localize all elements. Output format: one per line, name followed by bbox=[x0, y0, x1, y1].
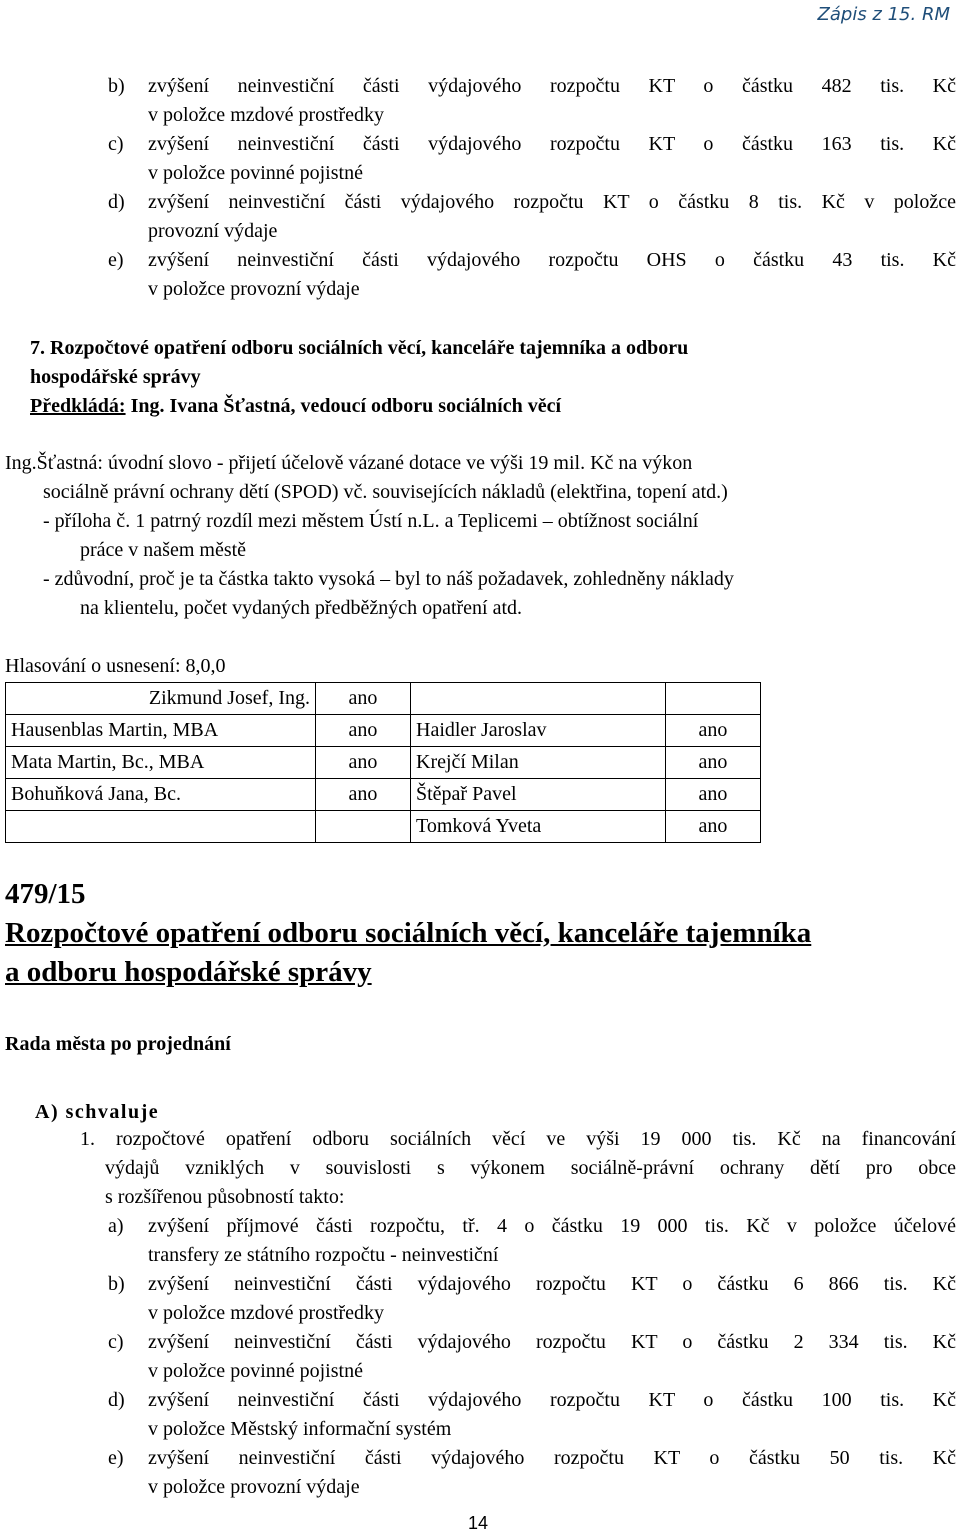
sub-item-label: b) bbox=[108, 1273, 125, 1295]
page-header-title: Zápis z 15. RM bbox=[817, 4, 950, 25]
discussion-line: na klientelu, počet vydaných předběžných opatření atd. bbox=[80, 597, 523, 619]
prev-item-text: zvýšení neinvestiční části výdajového rozpočtu KT o částku 8 tis. Kč v položce bbox=[148, 191, 956, 213]
member-name: Tomková Yveta bbox=[411, 811, 666, 843]
member-vote: ano bbox=[316, 683, 411, 715]
sub-item-text: zvýšení příjmové části rozpočtu, tř. 4 o částku 19 000 tis. Kč v položce účelové bbox=[148, 1215, 956, 1237]
discussion-line: - příloha č. 1 patrný rozdíl mezi městem Ústí n.L. a Teplicemi – obtížnost sociální bbox=[43, 510, 699, 532]
member-vote: ano bbox=[666, 779, 761, 811]
prev-item-text: provozní výdaje bbox=[148, 220, 278, 242]
prev-item-text: v položce mzdové prostředky bbox=[148, 104, 385, 126]
prev-item-text: zvýšení neinvestiční části výdajového rozpočtu OHS o částku 43 tis. Kč bbox=[148, 249, 956, 271]
member-name bbox=[6, 811, 316, 843]
member-name: Štěpař Pavel bbox=[411, 779, 666, 811]
prev-item-label: d) bbox=[108, 191, 125, 213]
page-number: 14 bbox=[468, 1513, 489, 1533]
prev-item-text: zvýšení neinvestiční části výdajového rozpočtu KT o částku 163 tis. Kč bbox=[148, 133, 956, 155]
resolution-item-text: s rozšířenou působností takto: bbox=[105, 1186, 345, 1208]
prev-item-label: e) bbox=[108, 249, 124, 271]
section-heading: hospodářské správy bbox=[30, 366, 201, 388]
action-heading: A) schvaluje bbox=[35, 1101, 160, 1123]
sub-item-text: v položce provozní výdaje bbox=[148, 1476, 360, 1498]
council-heading: Rada města po projednání bbox=[5, 1033, 231, 1055]
section-heading: 7. Rozpočtové opatření odboru sociálních věcí, kanceláře tajemníka a odboru bbox=[30, 337, 689, 359]
member-name: Haidler Jaroslav bbox=[411, 715, 666, 747]
member-vote: ano bbox=[316, 715, 411, 747]
presenter-name: Ing. Ivana Šťastná, vedoucí odboru sociálních věcí bbox=[125, 395, 562, 417]
vote-row bbox=[6, 715, 761, 747]
sub-item-label: c) bbox=[108, 1331, 124, 1353]
resolution-number: 479/15 bbox=[5, 878, 86, 910]
resolution-title: a odboru hospodářské správy bbox=[5, 956, 372, 988]
discussion-line: Ing.Šťastná: úvodní slovo - přijetí účelově vázané dotace ve výši 19 mil. Kč na výkon bbox=[5, 452, 693, 474]
member-name: Mata Martin, Bc., MBA bbox=[6, 747, 316, 779]
vote-row bbox=[6, 811, 761, 843]
vote-row bbox=[6, 747, 761, 779]
resolution-item-text: 1. rozpočtové opatření odboru sociálních věcí ve výši 19 000 tis. Kč na financování bbox=[80, 1128, 956, 1150]
presenter-label: Předkládá: bbox=[30, 395, 126, 417]
sub-item-label: a) bbox=[108, 1215, 124, 1237]
sub-item-text: zvýšení neinvestiční části výdajového rozpočtu KT o částku 2 334 tis. Kč bbox=[148, 1331, 956, 1353]
member-vote: ano bbox=[316, 779, 411, 811]
sub-item-text: zvýšení neinvestiční části výdajového rozpočtu KT o částku 100 tis. Kč bbox=[148, 1389, 956, 1411]
member-name: Krejčí Milan bbox=[411, 747, 666, 779]
sub-item-text: v položce Městský informační systém bbox=[148, 1418, 452, 1440]
discussion-line: práce v našem městě bbox=[80, 539, 247, 561]
sub-item-text: transfery ze státního rozpočtu - neinvestiční bbox=[148, 1244, 499, 1266]
member-vote: ano bbox=[316, 747, 411, 779]
vote-row bbox=[6, 779, 761, 811]
member-name: Bohuňková Jana, Bc. bbox=[6, 779, 316, 811]
member-vote: ano bbox=[666, 747, 761, 779]
vote-row bbox=[6, 683, 761, 715]
vote-label: Hlasování o usnesení: 8,0,0 bbox=[5, 655, 226, 677]
member-name: Zikmund Josef, Ing. bbox=[6, 683, 316, 715]
member-name bbox=[411, 683, 666, 715]
member-vote: ano bbox=[666, 715, 761, 747]
discussion-line: sociálně právní ochrany dětí (SPOD) vč. souvisejících nákladů (elektřina, topení atd.) bbox=[43, 481, 728, 503]
member-vote: ano bbox=[666, 811, 761, 843]
member-name: Hausenblas Martin, MBA bbox=[6, 715, 316, 747]
prev-item-label: b) bbox=[108, 75, 125, 97]
sub-item-text: zvýšení neinvestiční části výdajového rozpočtu KT o částku 50 tis. Kč bbox=[148, 1447, 956, 1469]
discussion-line: - zdůvodní, proč je ta částka takto vysoká – byl to náš požadavek, zohledněny náklady bbox=[43, 568, 734, 590]
resolution-item-text: výdajů vzniklých v souvislosti s výkonem sociálně-právní ochrany dětí pro obce bbox=[105, 1157, 956, 1179]
member-vote bbox=[316, 811, 411, 843]
member-vote bbox=[666, 683, 761, 715]
presenter-line bbox=[30, 392, 561, 421]
sub-item-label: e) bbox=[108, 1447, 124, 1469]
vote-table bbox=[5, 682, 761, 843]
prev-item-text: v položce provozní výdaje bbox=[148, 278, 360, 300]
sub-item-label: d) bbox=[108, 1389, 125, 1411]
sub-item-text: zvýšení neinvestiční části výdajového rozpočtu KT o částku 6 866 tis. Kč bbox=[148, 1273, 956, 1295]
resolution-title: Rozpočtové opatření odboru sociálních věcí, kanceláře tajemníka bbox=[5, 917, 812, 949]
prev-item-label: c) bbox=[108, 133, 124, 155]
sub-item-text: v položce mzdové prostředky bbox=[148, 1302, 385, 1324]
prev-item-text: zvýšení neinvestiční části výdajového rozpočtu KT o částku 482 tis. Kč bbox=[148, 75, 956, 97]
sub-item-text: v položce povinné pojistné bbox=[148, 1360, 363, 1382]
prev-item-text: v položce povinné pojistné bbox=[148, 162, 363, 184]
